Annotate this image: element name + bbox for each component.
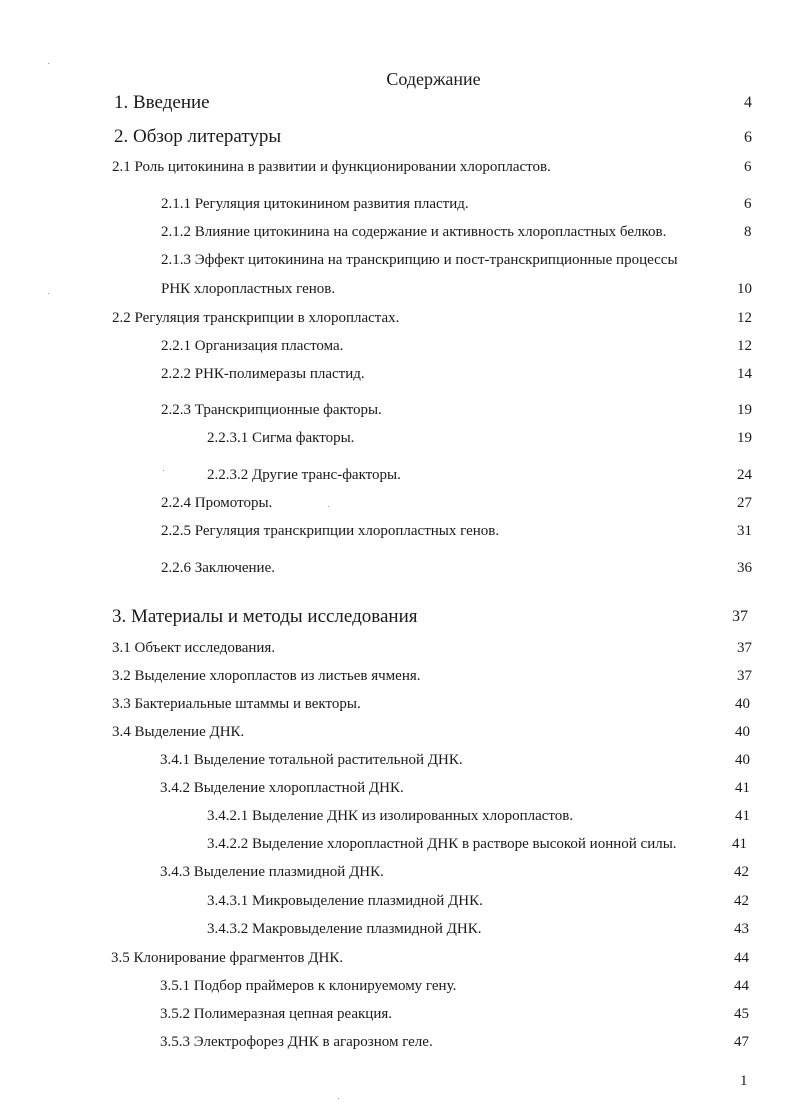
toc-entry-text: 3.4.3 Выделение плазмидной ДНК. [160, 864, 384, 880]
toc-entry-page: 44 [734, 978, 749, 994]
toc-entry-page: 45 [734, 1006, 749, 1022]
toc-entry-text: 2.2.2 РНК-полимеразы пластид. [161, 366, 365, 382]
toc-entry-text: 3.4.2 Выделение хлоропластной ДНК. [160, 780, 404, 796]
page-title: Содержание [386, 69, 481, 89]
toc-entry-page: 12 [737, 310, 752, 326]
toc-entry-page: 31 [737, 523, 752, 539]
scan-speck [328, 506, 329, 507]
toc-entry-page: 42 [734, 864, 749, 880]
toc-entry-page: 37 [732, 608, 748, 625]
toc-entry-text: РНК хлоропластных генов. [161, 281, 336, 297]
toc-entry-page: 41 [735, 780, 750, 796]
toc-entry-page: 37 [737, 668, 752, 684]
toc-entry-page: 14 [737, 366, 752, 382]
toc-entry-page: 12 [737, 338, 752, 354]
toc-entry-page: 24 [737, 467, 752, 483]
scan-speck [48, 63, 49, 64]
toc-entry-page: 40 [735, 724, 750, 740]
toc-entry-text: 3.5.1 Подбор праймеров к клонируемому гену. [160, 978, 457, 994]
toc-entry-text: 3.4.1 Выделение тотальной растительной ДНК. [160, 752, 463, 768]
toc-entry-text: 3.4.3.2 Макровыделение плазмидной ДНК. [207, 921, 482, 937]
toc-entry-text: 1. Введение [114, 92, 210, 113]
toc-entry-page: 40 [735, 696, 750, 712]
toc-entry-text: 3.4.2.1 Выделение ДНК из изолированных хлоропластов. [207, 808, 574, 824]
scan-speck [163, 470, 164, 471]
toc-entry-text: 3.1 Объект исследования. [112, 640, 276, 656]
toc-entry-page: 10 [737, 281, 752, 297]
toc-entry-page: 41 [735, 808, 750, 824]
toc-entry-text: 3. Материалы и методы исследования [112, 606, 418, 627]
toc-entry-page: 27 [737, 495, 752, 511]
toc-entry-page: 40 [735, 752, 750, 768]
toc-entry-text: 2. Обзор литературы [114, 126, 282, 147]
toc-entry-text: 2.1 Роль цитокинина в развитии и функционировании хлоропластов. [112, 159, 551, 175]
toc-entry-text: 2.1.1 Регуляция цитокинином развития пластид. [161, 196, 469, 212]
scan-speck [338, 1098, 339, 1099]
toc-entry-text: 3.5.2 Полимеразная цепная реакция. [160, 1006, 393, 1022]
toc-entry-page: 36 [737, 560, 752, 576]
toc-entry-page: 6 [744, 159, 752, 175]
toc-entry-page: 41 [732, 836, 747, 852]
toc-entry-page: 43 [734, 921, 749, 937]
toc-entry-page: 6 [744, 196, 752, 212]
toc-entry-page: 37 [737, 640, 752, 656]
toc-entry-text: 2.2.3.1 Сигма факторы. [207, 430, 355, 446]
toc-entry-text: 3.4 Выделение ДНК. [112, 724, 245, 740]
toc-entry-page: 47 [734, 1034, 749, 1050]
toc-entry-text: 3.5 Клонирование фрагментов ДНК. [111, 950, 344, 966]
toc-entry-text: 2.2 Регуляция транскрипции в хлоропластах. [112, 310, 400, 326]
toc-entry-page: 42 [734, 893, 749, 909]
toc-entry-text: 2.2.3 Транскрипционные факторы. [161, 402, 382, 418]
toc-entry-page: 8 [744, 224, 752, 240]
toc-entry-text: 2.2.6 Заключение. [161, 560, 275, 576]
toc-entry-text: 3.4.3.1 Микровыделение плазмидной ДНК. [207, 893, 483, 909]
toc-entry-page: 19 [737, 402, 752, 418]
page-number: 1 [740, 1073, 748, 1089]
toc-entry-text: 2.1.2 Влияние цитокинина на содержание и активность хлоропластных белков. [161, 224, 667, 240]
toc-entry-text: 2.2.5 Регуляция транскрипции хлоропластных генов. [161, 523, 500, 539]
toc-entry-text: 2.2.1 Организация пластома. [161, 338, 344, 354]
toc-entry-page: 19 [737, 430, 752, 446]
toc-entry-page: 44 [734, 950, 749, 966]
toc-entry-text: 3.5.3 Электрофорез ДНК в агарозном геле. [160, 1034, 433, 1050]
toc-entry-text: 2.1.3 Эффект цитокинина на транскрипцию и пост-транскрипционные процессы [161, 252, 678, 268]
toc-entry-text: 3.4.2.2 Выделение хлоропластной ДНК в растворе высокой ионной силы. [207, 836, 677, 852]
toc-entry-text: 2.2.3.2 Другие транс-факторы. [207, 467, 401, 483]
toc-entry-text: 3.3 Бактериальные штаммы и векторы. [112, 696, 361, 712]
toc-entry-text: 2.2.4 Промоторы. [161, 495, 273, 511]
scan-speck [48, 293, 49, 294]
toc-entry-text: 3.2 Выделение хлоропластов из листьев ячменя. [112, 668, 421, 684]
toc-entry-page: 4 [744, 94, 752, 111]
toc-entry-page: 6 [744, 129, 752, 146]
